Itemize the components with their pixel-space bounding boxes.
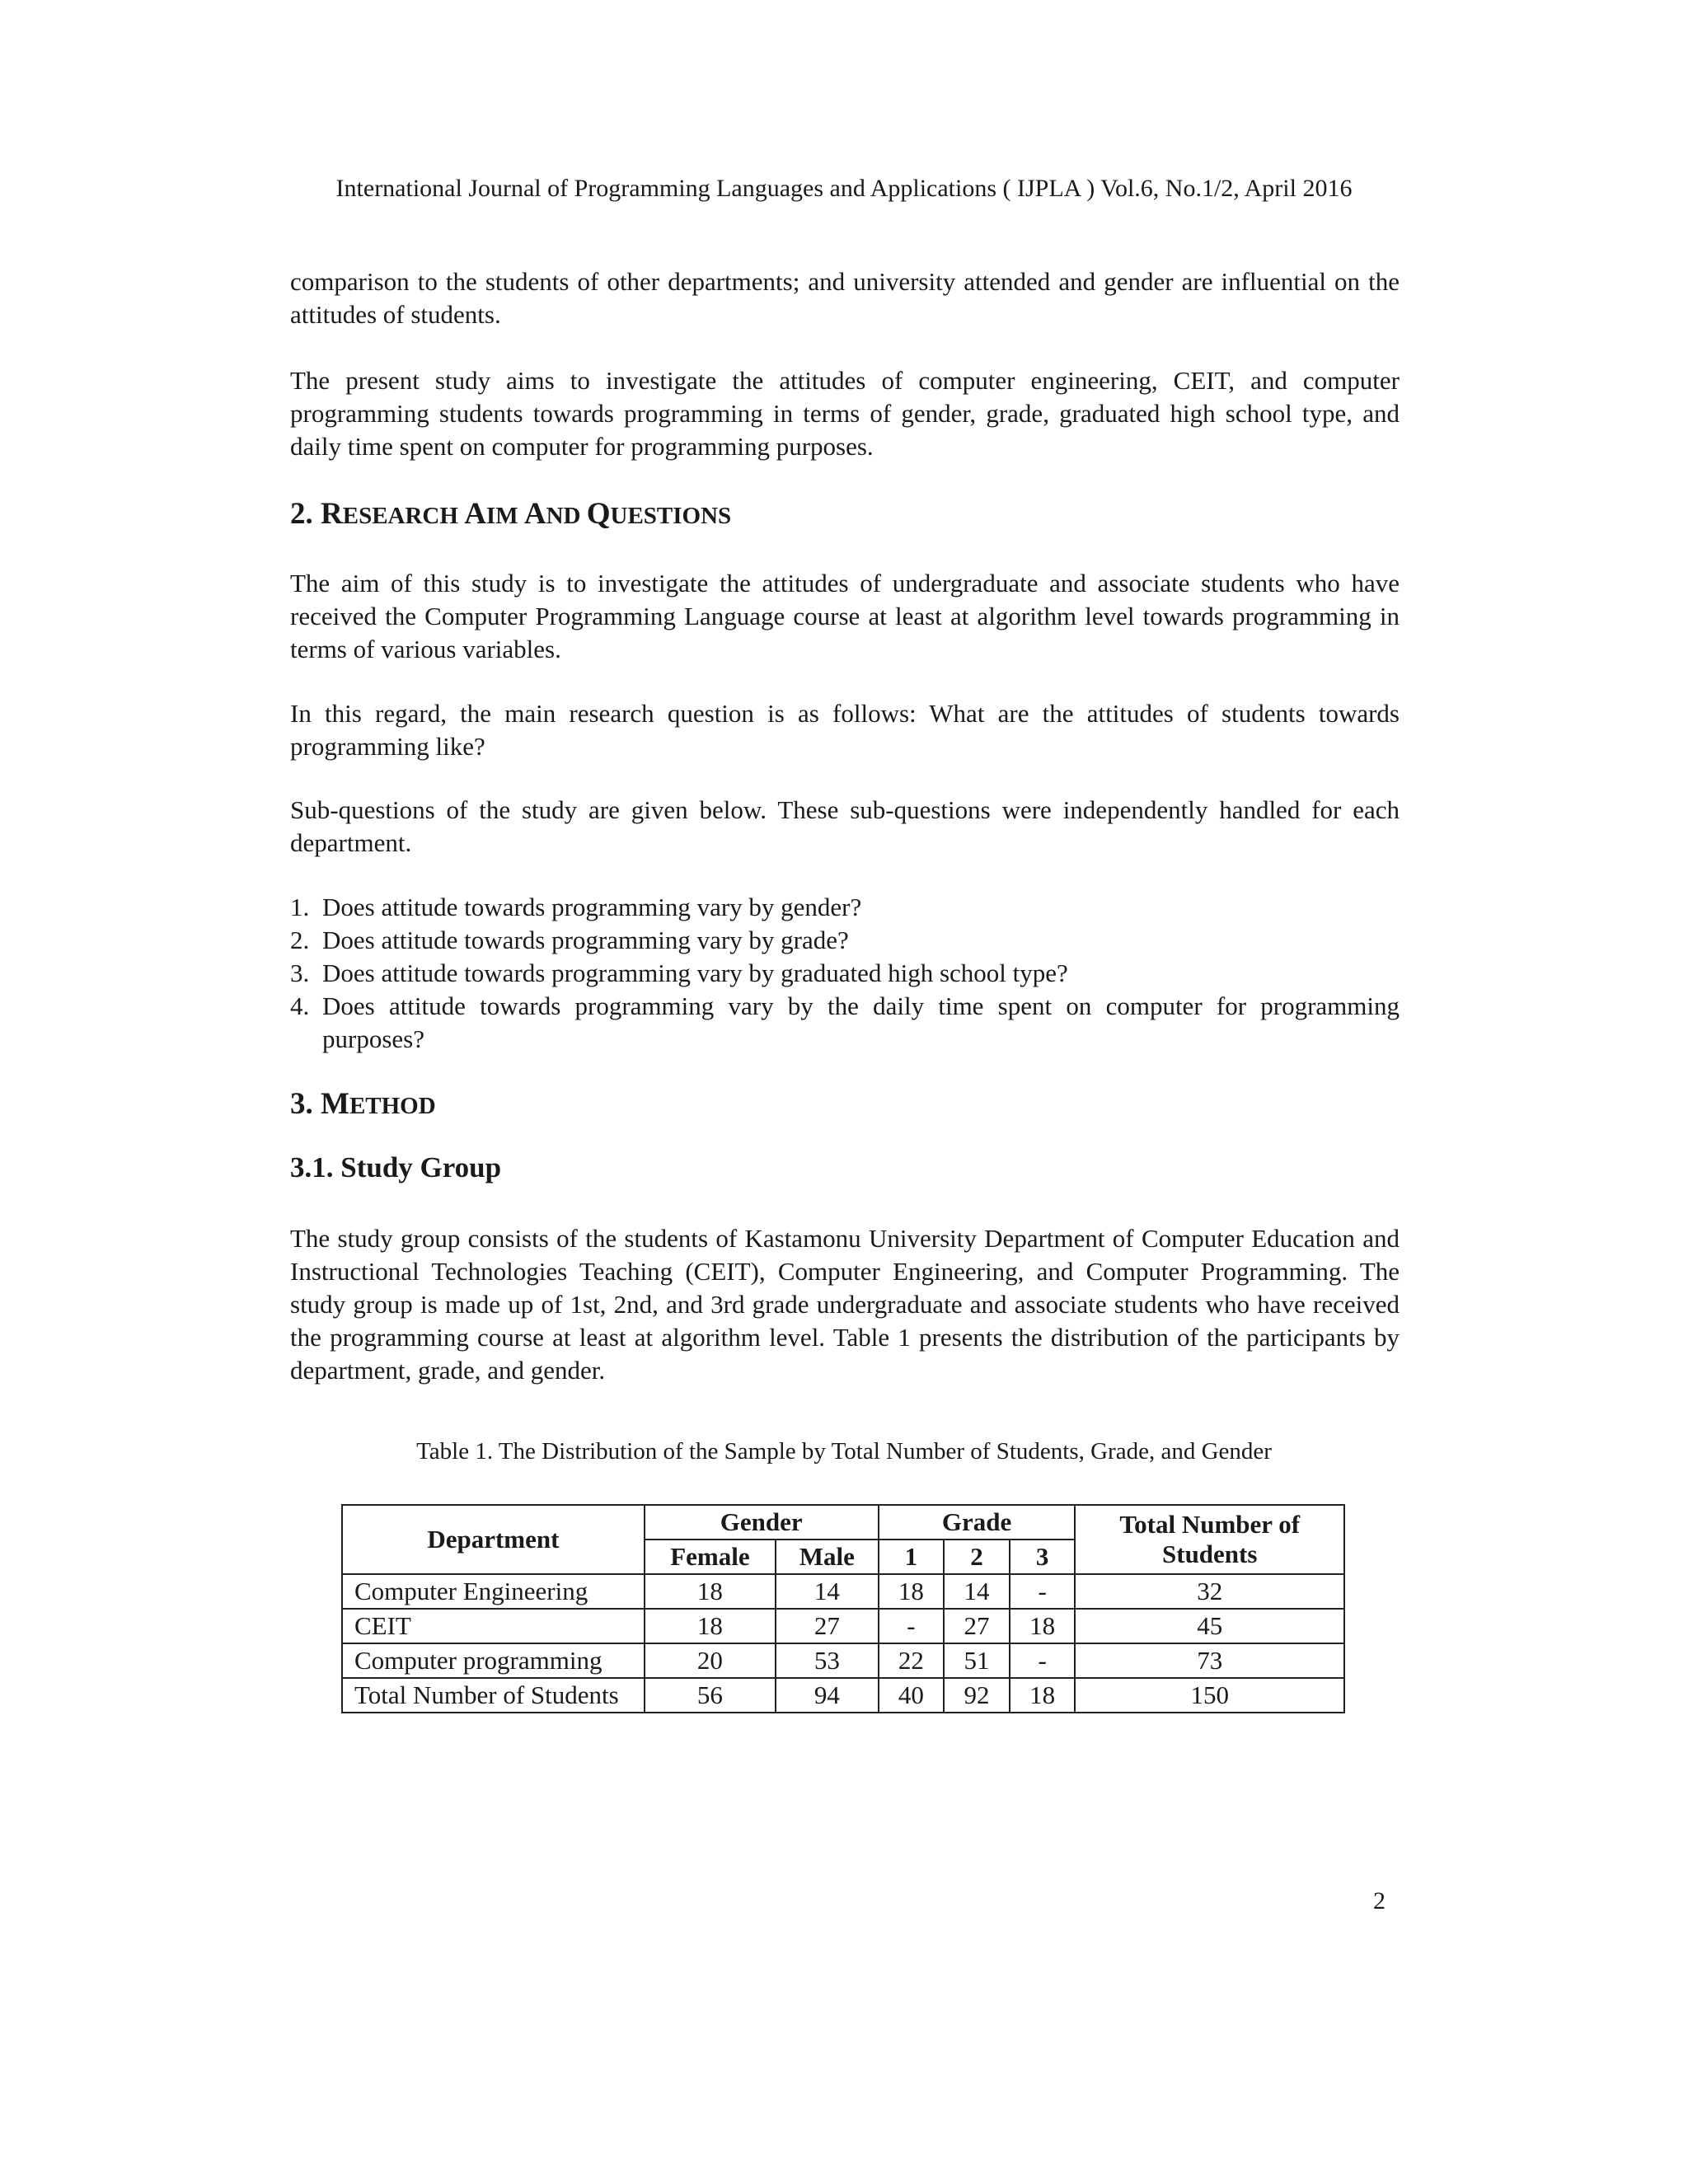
paragraph-main-question: In this regard, the main research question is as follows: What are the attitudes of students towards programming like?	[290, 699, 1400, 761]
heading-part: R	[321, 497, 343, 531]
section-heading-research-aim	[290, 496, 731, 534]
sub-questions-list	[290, 891, 1400, 1056]
paragraph-sub-questions-intro: Sub-questions of the study are given below. These sub-questions were independently handled for each department.	[290, 795, 1400, 857]
heading-part: IM	[485, 503, 524, 529]
list-item	[290, 891, 1400, 924]
cell-male: 94	[776, 1678, 878, 1713]
page-number: 2	[1373, 1887, 1386, 1915]
section-number: 3.	[290, 1087, 313, 1121]
table-row	[342, 1609, 1344, 1643]
heading-part: Q	[586, 497, 611, 531]
table-caption: Table 1. The Distribution of the Sample by Total Number of Students, Grade, and Gender	[416, 1438, 1272, 1465]
list-item-text: Does attitude towards programming vary by the daily time spent on computer for programming purposes?	[322, 991, 1400, 1053]
cell-grade-3: -	[1010, 1643, 1076, 1678]
subsection-heading-study-group: 3.1. Study Group	[290, 1151, 502, 1183]
header-grade-1: 1	[879, 1540, 945, 1574]
distribution-table	[341, 1504, 1345, 1713]
paragraph-research-aim: The aim of this study is to investigate the attitudes of undergraduate and associate students who have received the Computer Programming Language course at least at algorithm level towards programming in terms of various variables.	[290, 569, 1400, 663]
journal-header: International Journal of Programming Languages and Applications ( IJPLA ) Vol.6, No.1/2, April 2016	[335, 175, 1353, 202]
header-gender: Gender	[645, 1505, 879, 1540]
heading-part: ETHOD	[349, 1093, 436, 1119]
cell-department: Computer programming	[342, 1643, 645, 1678]
cell-total: 32	[1075, 1574, 1344, 1609]
list-item	[290, 957, 1400, 990]
cell-grade-1: 22	[879, 1643, 945, 1678]
table-row	[342, 1574, 1344, 1609]
paragraph-study-group: The study group consists of the students of Kastamonu University Department of Computer Education and Instructional Technologies Teaching (CEIT), Computer Engineering, and Computer Programming. The study group is made up of 1st, 2nd, and 3rd grade undergraduate and associate students who have received the programming course at least at algorithm level. Table 1 presents the distribution of the participants by department, grade, and gender.	[290, 1224, 1400, 1385]
cell-male: 14	[776, 1574, 878, 1609]
cell-grade-3: 18	[1010, 1678, 1076, 1713]
cell-female: 18	[645, 1574, 776, 1609]
heading-part: M	[321, 1087, 349, 1121]
cell-female: 56	[645, 1678, 776, 1713]
list-item-text: Does attitude towards programming vary by graduated high school type?	[322, 958, 1068, 987]
paragraph-study-aim: The present study aims to investigate the attitudes of computer engineering, CEIT, and computer programming students towards programming in terms of gender, grade, graduated high school type, and daily time spent on computer for programming purposes.	[290, 366, 1400, 461]
list-item-number: 3.	[290, 958, 310, 987]
list-item-text: Does attitude towards programming vary by grade?	[322, 926, 849, 954]
cell-total: 150	[1075, 1678, 1344, 1713]
cell-grade-3: -	[1010, 1574, 1076, 1609]
cell-grade-2: 92	[944, 1678, 1010, 1713]
header-male: Male	[776, 1540, 878, 1574]
header-grade-2: 2	[944, 1540, 1010, 1574]
cell-male: 53	[776, 1643, 878, 1678]
table-row	[342, 1643, 1344, 1678]
section-heading-method	[290, 1086, 436, 1124]
cell-grade-2: 51	[944, 1643, 1010, 1678]
paragraph-intro-continuation: comparison to the students of other departments; and university attended and gender are influential on the attitudes of students.	[290, 267, 1400, 329]
cell-total: 73	[1075, 1643, 1344, 1678]
heading-part: UESTIONS	[610, 503, 732, 529]
cell-grade-1: 18	[879, 1574, 945, 1609]
header-grade: Grade	[879, 1505, 1076, 1540]
list-item-number: 4.	[290, 991, 310, 1020]
cell-grade-1: -	[879, 1609, 945, 1643]
header-total: Total Number of Students	[1075, 1505, 1344, 1574]
heading-part: ESEARCH	[342, 503, 465, 529]
cell-grade-1: 40	[879, 1678, 945, 1713]
cell-grade-2: 14	[944, 1574, 1010, 1609]
header-grade-3: 3	[1010, 1540, 1076, 1574]
heading-part: A	[523, 497, 546, 531]
cell-male: 27	[776, 1609, 878, 1643]
header-department: Department	[342, 1505, 645, 1574]
cell-department: Computer Engineering	[342, 1574, 645, 1609]
list-item-number: 2.	[290, 926, 310, 954]
cell-female: 18	[645, 1609, 776, 1643]
cell-female: 20	[645, 1643, 776, 1678]
list-item	[290, 990, 1400, 1056]
cell-department: Total Number of Students	[342, 1678, 645, 1713]
section-number: 2.	[290, 497, 313, 531]
cell-total: 45	[1075, 1609, 1344, 1643]
cell-grade-3: 18	[1010, 1609, 1076, 1643]
cell-department: CEIT	[342, 1609, 645, 1643]
heading-part: ND	[546, 503, 587, 529]
table-row	[342, 1678, 1344, 1713]
list-item	[290, 924, 1400, 957]
header-female: Female	[645, 1540, 776, 1574]
cell-grade-2: 27	[944, 1609, 1010, 1643]
table-header-row	[342, 1505, 1344, 1540]
list-item-number: 1.	[290, 893, 310, 921]
list-item-text: Does attitude towards programming vary by gender?	[322, 893, 862, 921]
heading-part: A	[464, 497, 486, 531]
